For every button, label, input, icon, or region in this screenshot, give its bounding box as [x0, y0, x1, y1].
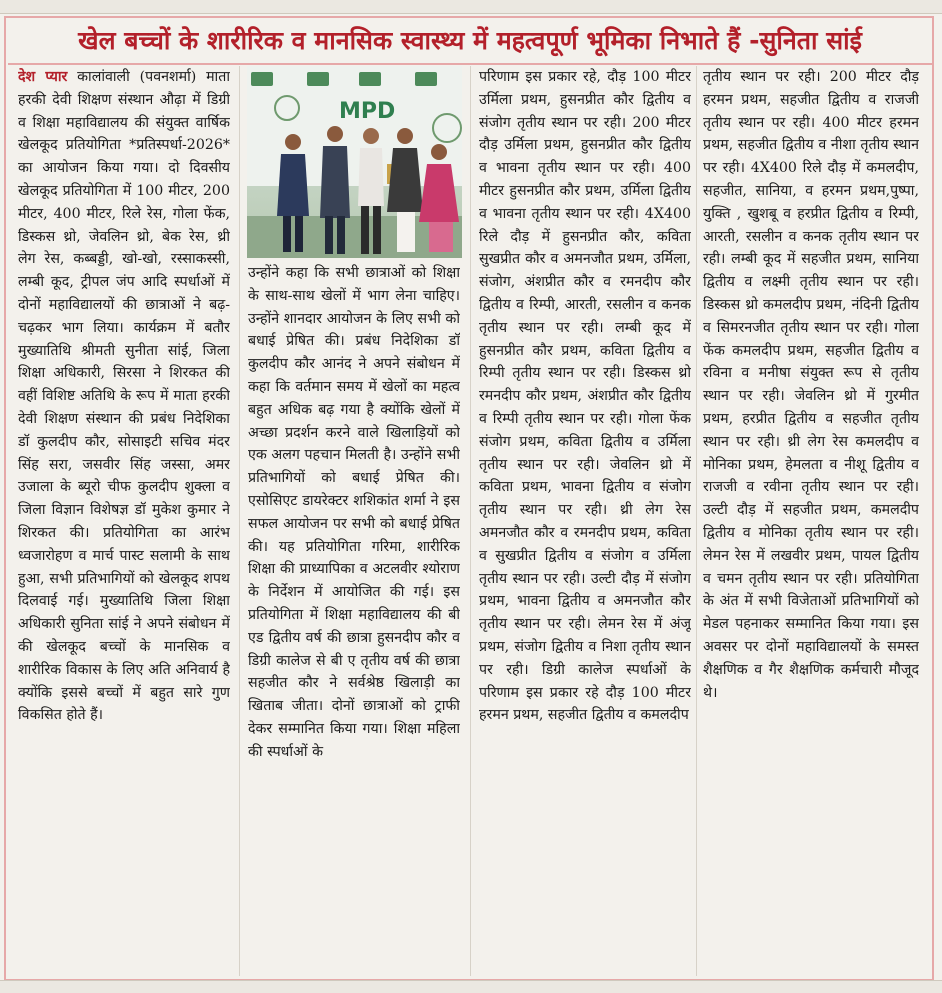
column-divider	[239, 66, 240, 976]
column-1	[18, 66, 230, 978]
event-photo-illustration	[247, 66, 462, 258]
column-4: तृतीय स्थान पर रही। 200 मीटर दौड़ हरमन प्रथम, सहजीत द्वितीय व राजजी तृतीय स्थान पर रही। 400 मीटर हरमन प्रथम, सहजीत द्वितीय व नीशा तृतीय स्थान पर रही। 4X400 रिले दौड़ में कमलदीप, सहजीत, सानिया, व हरमन प्रथम,पुष्पा, युक्ति , खुशबू व हरप्रीत द्वितीय व रिम्पी, आरती, रसलीन व कनक तृतीय स्थान पर रही। लम्बी कूद में सहजीत प्रथम, सानिया द्वितीय व लक्ष्मी तृतीय स्थान पर रही। डिस्कस थ्रो कमलदीप प्रथम, नंदिनी द्वितीय व सिमरनजीत तृतीय स्थान पर रही। गोला फेंक कमलदीप प्रथम, सहजीत द्वितीय व रविना व मनीषा संयुक्त रूप से तृतीय स्थान पर रही। जेवलिन थ्रो में गुरमीत प्रथम, हरप्रीत द्वितीय व सहजीत तृतीय स्थान पर रही। थ्री लेग रेस कमलदीप व मोनिका प्रथम, हेमलता व नीशू द्वितीय व राजजी व रवीना तृतीय स्थान पर रही। उल्टी दौड़ में सहजीत प्रथम, कमलदीप द्वितीय व मोनिका तृतीय स्थान पर रही। लेमन रेस में लखवीर प्रथम, पायल द्वितीय व चमन तृतीय स्थान पर रही। प्रतियोगिता के अंत में सभी विजेताओं प्रतिभागियों को मेडल पहनाकर सम्मानित किया गया। इस अवसर पर दोनों महाविद्यालयों के समस्त शैक्षणिक व गैर शैक्षणिक कर्मचारी मौजूद थे।	[703, 69, 919, 701]
previous-article-strip	[0, 0, 942, 14]
logo-icon	[415, 72, 437, 86]
logo-icon	[251, 72, 273, 86]
next-article-strip	[0, 980, 942, 993]
column-divider	[696, 66, 697, 976]
event-photo	[247, 66, 462, 258]
headline: खेल बच्चों के शारीरिक व मानसिक स्वास्थ्य में महत्वपूर्ण भूमिका निभाते हैं -सुनिता सांई	[78, 26, 862, 55]
banner-logo: MPD	[339, 99, 396, 124]
logo-icon	[307, 72, 329, 86]
column-2: उन्होंने कहा कि सभी छात्राओं को शिक्षा के साथ-साथ खेलों में भाग लेना चाहिए। उन्होंने शानदार आयोजन के लिए सभी को बधाई प्रेषित की। प्रबंध निदेशिका डॉ कुलदीप कौर आनंद ने अपने संबोधन में कहा कि वर्तमान समय में खेलों का महत्व बहुत अधिक बढ़ गया है क्योंकि खेलों में अच्छा प्रदर्शन करने वाले खिलाड़ियों को एक अलग पहचान मिलती है। उन्होंने सभी प्रतिभागियों को बधाई प्रेषित की। एसोसिएट डायरेक्टर शशिकांत शर्मा ने इस सफल आयोजन पर सभी को बधाई प्रेषित की। यह प्रतियोगिता गरिमा, शारीरिक शिक्षा की प्राध्यापिका व अटलवीर श्योराण के निर्देशन में आयोजित की गई। इस प्रतियोगिता में शिक्षा महाविद्यालय की बी एड द्वितीय वर्ष की छात्रा हुसनदीप कौर व डिग्री कालेज से बी ए तृतीय वर्ष की छात्रा सहजीत कौर ने सर्वश्रेष्ठ खिलाड़ी का खिताब जीता। दोनों छात्राओं को ट्राफी देकर सम्मानित किया गया। शिक्षा महिला की स्पर्धाओं के	[248, 265, 460, 760]
dateline: देश प्यार	[18, 69, 68, 85]
column-3: परिणाम इस प्रकार रहे, दौड़ 100 मीटर उर्मिला प्रथम, हुसनप्रीत कौर द्वितीय व संजोग तृतीय स्थान पर रही। 200 मीटर दौड़ उर्मिला प्रथम, हुसनप्रीत कौर द्वितीय व भावना तृतीय स्थान पर रही। 400 मीटर हुसनप्रीत कौर प्रथम, उर्मिला द्वितीय व भावना तृतीय स्थान पर रही। 4X400 रिले दौड़ में हुसनप्रीत कौर, कविता सुखप्रीत कौर व अमनजौत प्रथम, उर्मिला, संजोग, अंशप्रीत कौर व रमनदीप कौर द्वितीय व रिम्पी, आरती, रसलीन व कनक तृतीय स्थान पर रही। लम्बी कूद में हुसनप्रीत कौर प्रथम, कविता द्वितीय व रिम्पी तृतीय स्थान पर रही। डिस्कस थ्रो रमनदीप कौर प्रथम, अंशप्रीत कौर द्वितीय व रिम्पी तृतीय स्थान पर रही। गोला फेंक संजोग प्रथम, कविता द्वितीय व उर्मिला तृतीय स्थान पर रही। जेवलिन थ्रो में कविता प्रथम, भावना द्वितीय व संजोग तृतीय स्थान पर रही। थ्री लेग रेस अमनजौत कौर व रमनदीप प्रथम, कविता व सुखप्रीत द्वितीय व संजोग व उर्मिला तृतीय स्थान पर रही। उल्टी दौड़ में संजोग प्रथम, भावना द्वितीय व अमनजौत कौर तृतीय स्थान पर रही। लेमन रेस में अंजू प्रथम, संजोग द्वितीय व निशा तृतीय स्थान पर रही। डिग्री कालेज स्पर्धाओं के परिणाम इस प्रकार रहे दौड़ 100 मीटर हरमन प्रथम, सहजीत द्वितीय व कमलदीप	[479, 69, 691, 724]
column-1-text: कालांवाली (पवनशर्मा) माता हरकी देवी शिक्षण संस्थान औढ़ा में डिग्री व शिक्षा महाविद्यालय की संयुक्त वार्षिक खेलकूद प्रतियोगिता *प्रतिस्पर्धा-2026* का आयोजन किया गया। दो दिवसीय खेलकूद प्रतियोगिता में 100 मीटर, 200 मीटर, 400 मीटर, रिले रेस, गोला फेंक, डिस्कस थ्रो, जेवलिन थ्रो, बेक रेस, थ्री लेग रेस, कब्बड्डी, खो-खो, रस्साकस्सी, लम्बी कूद, ट्रीपल जंप आदि स्पर्धाओं में दोनों महाविद्यालयों की छात्राओं ने बढ़-चढ़कर भाग लिया। कार्यक्रम में बतौर मुख्यातिथि श्रीमती सुनीता सांई, जिला शिक्षा अधिकारी, सिरसा ने शिरकत की वहीं विशिष्ट अतिथि के रूप में माता हरकी देवी शिक्षण संस्थान की प्रबंध निदेशिका डॉ कुलदीप कौर, सोसाइटी सचिव मंदर सिंह सरा, जसवीर सिंह जस्सा, अमर उजाला के ब्यूरो चीफ कुलदीप शुक्ला व जिला विज्ञान विशेषज्ञ डॉ मुकेश कुमार ने शिरकत की। प्रतियोगिता का आरंभ ध्वजारोहण व मार्च पास्ट सलामी के साथ हुआ, सभी प्रतिभागियों को खेलकूद शपथ दिलवाई गई। मुख्यातिथि जिला शिक्षा अधिकारी सुनिता सांई ने अपने संबोधन में की खेलकूद बच्चों के मानसिक व शारीरिक विकास के लिए अति अनिवार्य है क्योंकि इससे बच्चों में बहुत सारे गुण विकसित होते हैं।	[18, 69, 230, 724]
column-divider	[470, 66, 471, 976]
headline-rule	[8, 63, 932, 65]
logo-icon	[359, 72, 381, 86]
